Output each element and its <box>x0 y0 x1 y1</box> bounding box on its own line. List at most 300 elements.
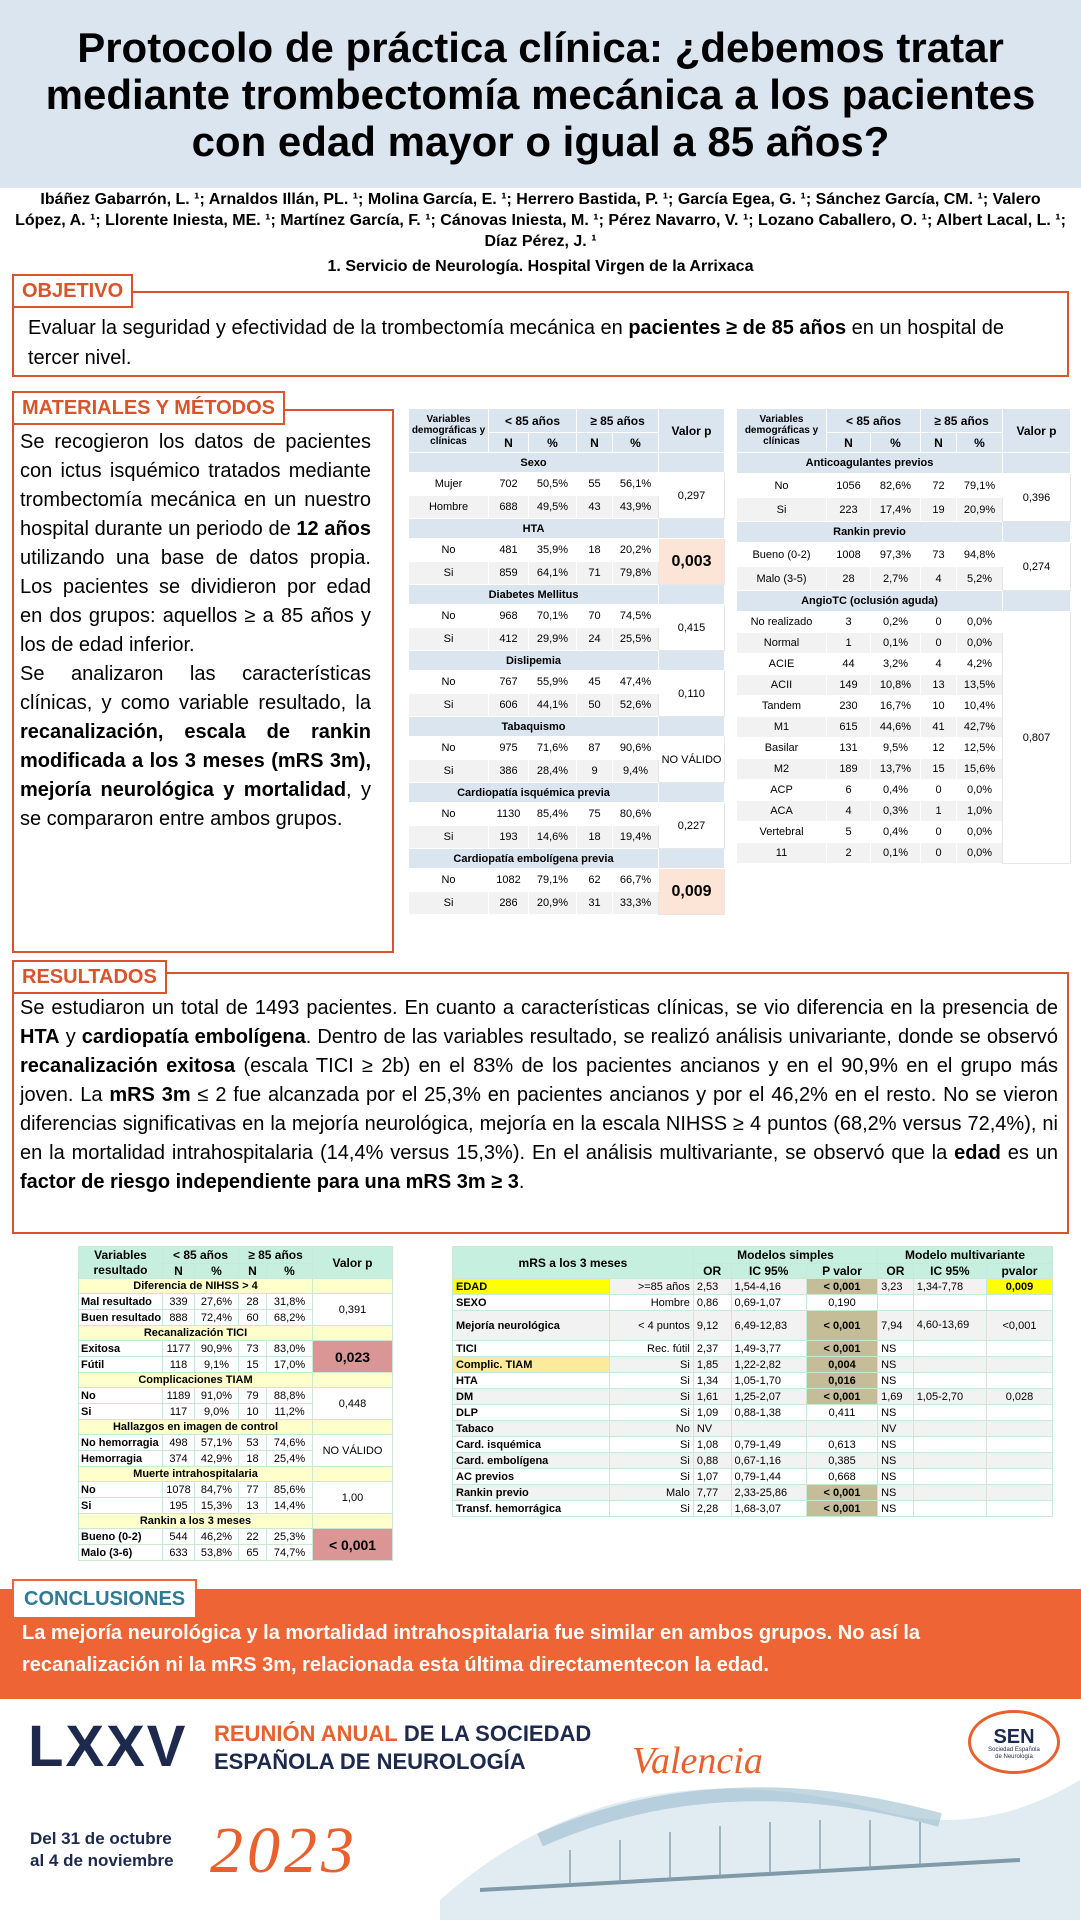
cell-value: 498 <box>163 1435 195 1451</box>
demographics-table-1 <box>408 408 725 915</box>
row-label: No <box>409 803 489 826</box>
model-value <box>913 1421 986 1437</box>
cell-value: 73 <box>921 543 957 567</box>
cell-value: 79,1% <box>957 474 1003 498</box>
cell-value: 28,4% <box>529 760 577 783</box>
row-label: M1 <box>737 717 827 738</box>
col-pct: % <box>957 433 1003 453</box>
cell-value: 72 <box>921 474 957 498</box>
cell-value: 35,9% <box>529 539 577 562</box>
row-label: Bueno (0-2) <box>79 1529 163 1545</box>
model-value <box>731 1421 806 1437</box>
cell-value: 12 <box>921 738 957 759</box>
cell-value: 223 <box>827 498 871 522</box>
col-pct: % <box>529 433 577 453</box>
row-label: No <box>737 474 827 498</box>
cell-value: 286 <box>489 892 529 915</box>
model-value <box>913 1295 986 1311</box>
cell-value: 1082 <box>489 869 529 892</box>
conclusiones-heading: CONCLUSIONES <box>12 1579 197 1619</box>
outcomes-table <box>78 1246 393 1561</box>
cell-value: 14,4% <box>267 1498 313 1514</box>
table-row <box>79 1294 393 1310</box>
table-category-row <box>409 651 725 671</box>
cell-value: 1 <box>921 801 957 822</box>
table-row <box>79 1341 393 1357</box>
model-value <box>913 1405 986 1421</box>
authors: Ibáñez Gabarrón, L. ¹; Arnaldos Illán, PL. ¹; Molina García, E. ¹; Herrero Bastida, P. ¹; García Egea, G. ¹; Sánchez García, CM. ¹; Valero López, A. ¹; Llorente Iniesta, ME. ¹; Martínez García, F. ¹; Cánovas Iniesta, M. ¹; Pérez Navarro, V. ¹; Lozano Caballero, O. ¹; Albert Lacal, L. ¹; Díaz Pérez, J. ¹ <box>15 191 1066 250</box>
table-category-row <box>737 522 1071 543</box>
cell-value: 5,2% <box>957 567 1003 591</box>
p-value: 0,391 <box>313 1294 393 1326</box>
model-value <box>913 1357 986 1373</box>
col-pvalor: P valor <box>806 1264 877 1279</box>
cell-value: 702 <box>489 473 529 496</box>
model-value: 0,668 <box>806 1469 877 1485</box>
cell-value: 481 <box>489 539 529 562</box>
cell-value: 79 <box>239 1388 267 1404</box>
model-value: 1,54-4,16 <box>731 1279 806 1295</box>
model-value: 0,028 <box>986 1389 1052 1405</box>
cell-value: 55,9% <box>529 671 577 694</box>
category-label: Rankin previo <box>737 522 1003 543</box>
col-n: N <box>163 1264 195 1279</box>
resultados-text: Se estudiaron un total de 1493 pacientes. En cuanto a características clínicas, se vio diferencia en la presencia de HTA y cardiopatía embolígena. Dentro de las variables resultado, se realizó análisis univariante, donde se observó recanalización exitosa (escala TICI ≥ 2b) en el 83% de los pacientes ancianos y en el 90,9% en el grupo más joven. La mRS 3m ≤ 2 fue alcanzada por el 25,3% en pacientes ancianos y por el 46,2% en el resto. No se vieron diferencias significativas en la mejoría neurológica, mejoría en la escala NIHSS ≥ 4 puntos (68,2% versus 72,4%), ni en la mortalidad intrahospitalaria (14,4% versus 15,3%). En el análisis multivariante, se observó que la edad es un factor de riesgo independiente para una mRS 3m ≥ 3. <box>20 997 1059 1193</box>
cell-value: 66,7% <box>613 869 659 892</box>
mrs-table-title: mRS a los 3 meses <box>453 1247 694 1279</box>
cell-value: 10,4% <box>957 696 1003 717</box>
cell-value: 6 <box>827 780 871 801</box>
model-value: 1,25-2,07 <box>731 1389 806 1405</box>
model-value <box>913 1501 986 1517</box>
cell-value: 88,8% <box>267 1388 313 1404</box>
model-value: 1,34 <box>693 1373 731 1389</box>
model-value: 0,385 <box>806 1453 877 1469</box>
model-value: 1,07 <box>693 1469 731 1485</box>
cell-value: 85,4% <box>529 803 577 826</box>
model-value: NV <box>878 1421 914 1437</box>
row-label: M2 <box>737 759 827 780</box>
model-value: Si <box>610 1501 694 1517</box>
category-label: Diabetes Mellitus <box>409 585 659 605</box>
category-label: Diferencia de NIHSS > 4 <box>79 1279 313 1294</box>
cell-value: 97,3% <box>871 543 921 567</box>
model-value: 1,05-2,70 <box>913 1389 986 1405</box>
cell-value: 0 <box>921 612 957 633</box>
row-label: ACA <box>737 801 827 822</box>
col-variables: Variables demográficas y clínicas <box>409 409 489 453</box>
category-label: Complicaciones TIAM <box>79 1373 313 1388</box>
p-value: 0,227 <box>659 803 725 849</box>
category-spacer <box>313 1373 393 1388</box>
model-value: 0,86 <box>693 1295 731 1311</box>
col-modelo-multivariante: Modelo multivariante <box>878 1247 1053 1264</box>
category-label: Dislipemia <box>409 651 659 671</box>
table-category-row <box>409 717 725 737</box>
cell-value: 339 <box>163 1294 195 1310</box>
factor-label: HTA <box>453 1373 610 1389</box>
cell-value: 4 <box>921 567 957 591</box>
cell-value: 25,5% <box>613 628 659 651</box>
cell-value: 15 <box>239 1357 267 1373</box>
cell-value: 1078 <box>163 1482 195 1498</box>
row-label: Tandem <box>737 696 827 717</box>
col-pct: % <box>871 433 921 453</box>
cell-value: 0 <box>921 633 957 654</box>
cell-value: 4 <box>827 801 871 822</box>
model-row <box>453 1469 1053 1485</box>
p-value: 0,448 <box>313 1388 393 1420</box>
cell-value: 15,6% <box>957 759 1003 780</box>
model-row <box>453 1437 1053 1453</box>
table-category-row <box>409 585 725 605</box>
cell-value: 1130 <box>489 803 529 826</box>
row-label: Mujer <box>409 473 489 496</box>
model-value: 0,004 <box>806 1357 877 1373</box>
cell-value: 94,8% <box>957 543 1003 567</box>
cell-value: 80,6% <box>613 803 659 826</box>
factor-label: AC previos <box>453 1469 610 1485</box>
col-ge85: ≥ 85 años <box>921 409 1003 433</box>
model-value: NS <box>878 1469 914 1485</box>
cell-value: 70 <box>577 605 613 628</box>
col-n: N <box>827 433 871 453</box>
p-value: < 0,001 <box>313 1529 393 1561</box>
model-value <box>986 1341 1052 1357</box>
cell-value: 68,2% <box>267 1310 313 1326</box>
cell-value: 46,2% <box>195 1529 239 1545</box>
cell-value: 975 <box>489 737 529 760</box>
category-spacer <box>659 453 725 473</box>
category-spacer <box>313 1514 393 1529</box>
row-label: Malo (3-5) <box>737 567 827 591</box>
col-modelos-simples: Modelos simples <box>693 1247 877 1264</box>
row-label: Si <box>409 826 489 849</box>
cell-value: 77 <box>239 1482 267 1498</box>
factor-label: Transf. hemorrágica <box>453 1501 610 1517</box>
row-label: No hemorragia <box>79 1435 163 1451</box>
cell-value: 44,6% <box>871 717 921 738</box>
cell-value: 83,0% <box>267 1341 313 1357</box>
col-n: N <box>577 433 613 453</box>
model-value: 0,411 <box>806 1405 877 1421</box>
cell-value: 767 <box>489 671 529 694</box>
cell-value: 12,5% <box>957 738 1003 759</box>
cell-value: 2,7% <box>871 567 921 591</box>
factor-label: DLP <box>453 1405 610 1421</box>
model-value: < 0,001 <box>806 1485 877 1501</box>
col-variables: Variables demográficas y clínicas <box>737 409 827 453</box>
cell-value: 44,1% <box>529 694 577 717</box>
category-spacer <box>313 1279 393 1294</box>
model-value: 7,94 <box>878 1311 914 1341</box>
table-category-row <box>79 1467 393 1482</box>
factor-label: Complic. TIAM <box>453 1357 610 1373</box>
cell-value: 0,0% <box>957 633 1003 654</box>
cell-value: 118 <box>163 1357 195 1373</box>
model-value: 2,53 <box>693 1279 731 1295</box>
cell-value: 0 <box>921 822 957 843</box>
category-spacer <box>313 1326 393 1341</box>
cell-value: 1189 <box>163 1388 195 1404</box>
cell-value: 17,4% <box>871 498 921 522</box>
model-row <box>453 1373 1053 1389</box>
table-row <box>79 1388 393 1404</box>
cell-value: 82,6% <box>871 474 921 498</box>
table-category-row <box>737 453 1071 474</box>
conclusiones-text: La mejoría neurológica y la mortalidad intrahospitalaria fue similar en ambos grupos. No así la recanalización ni la mRS 3m, relacionada esta última directamentecon la edad. <box>22 1622 921 1676</box>
row-label: No <box>79 1482 163 1498</box>
row-label: No <box>79 1388 163 1404</box>
row-label: No <box>409 869 489 892</box>
congress-name: REUNIÓN ANUAL DE LA SOCIEDAD ESPAÑOLA DE NEUROLOGÍA <box>214 1721 592 1774</box>
cell-value: 1,0% <box>957 801 1003 822</box>
col-lt85: < 85 años <box>489 409 577 433</box>
model-value <box>986 1437 1052 1453</box>
p-value: 0,297 <box>659 473 725 519</box>
model-value: 0,88 <box>693 1453 731 1469</box>
cell-value: 79,8% <box>613 562 659 585</box>
category-label: Anticoagulantes previos <box>737 453 1003 474</box>
model-value: 0,67-1,16 <box>731 1453 806 1469</box>
cell-value: 0,4% <box>871 780 921 801</box>
cell-value: 3 <box>827 612 871 633</box>
cell-value: 18 <box>577 539 613 562</box>
table-category-row <box>409 519 725 539</box>
cell-value: 42,7% <box>957 717 1003 738</box>
cell-value: 688 <box>489 496 529 519</box>
cell-value: 18 <box>577 826 613 849</box>
poster-title: Protocolo de práctica clínica: ¿debemos tratar mediante trombectomía mecánica a los pacientes con edad mayor o igual a 85 años? <box>45 24 1036 166</box>
cell-value: 47,4% <box>613 671 659 694</box>
model-value: 0,69-1,07 <box>731 1295 806 1311</box>
model-row <box>453 1421 1053 1437</box>
row-label: Vertebral <box>737 822 827 843</box>
model-value: NS <box>878 1501 914 1517</box>
cell-value: 10 <box>921 696 957 717</box>
row-label: Si <box>79 1404 163 1420</box>
model-value: NS <box>878 1373 914 1389</box>
model-value: NS <box>878 1405 914 1421</box>
row-label: No <box>409 737 489 760</box>
cell-value: 28 <box>239 1294 267 1310</box>
category-spacer <box>1003 591 1071 612</box>
cell-value: 27,6% <box>195 1294 239 1310</box>
table-row <box>737 474 1071 498</box>
row-label: Mal resultado <box>79 1294 163 1310</box>
objetivo-text: Evaluar la seguridad y efectividad de la trombectomía mecánica en pacientes ≥ de 85 años en un hospital de tercer nivel. <box>28 317 1004 369</box>
factor-label: Card. embolígena <box>453 1453 610 1469</box>
model-value: < 0,001 <box>806 1501 877 1517</box>
cell-value: 74,5% <box>613 605 659 628</box>
table-category-row <box>79 1326 393 1341</box>
model-value <box>986 1373 1052 1389</box>
model-value: NS <box>878 1437 914 1453</box>
row-label: 11 <box>737 843 827 864</box>
cell-value: 13,7% <box>871 759 921 780</box>
model-value: NS <box>878 1357 914 1373</box>
model-value <box>986 1405 1052 1421</box>
cell-value: 43,9% <box>613 496 659 519</box>
p-value: 0,396 <box>1003 474 1071 522</box>
p-value: 1,00 <box>313 1482 393 1514</box>
cell-value: 19 <box>921 498 957 522</box>
cell-value: 74,6% <box>267 1435 313 1451</box>
model-value: 1,22-2,82 <box>731 1357 806 1373</box>
col-pvalue: Valor p <box>659 409 725 453</box>
cell-value: 74,7% <box>267 1545 313 1561</box>
col-pct: % <box>267 1264 313 1279</box>
model-value <box>913 1485 986 1501</box>
row-label: Si <box>79 1498 163 1514</box>
model-value: 2,37 <box>693 1341 731 1357</box>
row-label: Si <box>737 498 827 522</box>
col-pvalor: pvalor <box>986 1264 1052 1279</box>
cell-value: 84,7% <box>195 1482 239 1498</box>
col-pct: % <box>613 433 659 453</box>
model-row <box>453 1357 1053 1373</box>
model-value: 1,05-1,70 <box>731 1373 806 1389</box>
cell-value: 5 <box>827 822 871 843</box>
mrs-model-table <box>452 1246 1053 1517</box>
model-value: 7,77 <box>693 1485 731 1501</box>
table-category-row <box>79 1373 393 1388</box>
model-value: 4,60-13,69 <box>913 1311 986 1341</box>
category-label: Tabaquismo <box>409 717 659 737</box>
model-value: < 0,001 <box>806 1311 877 1341</box>
cell-value: 386 <box>489 760 529 783</box>
model-value <box>913 1453 986 1469</box>
model-value: < 4 puntos <box>610 1311 694 1341</box>
row-label: Si <box>409 892 489 915</box>
cell-value: 50,5% <box>529 473 577 496</box>
table-category-row <box>79 1420 393 1435</box>
model-value: 2,33-25,86 <box>731 1485 806 1501</box>
model-value: 1,85 <box>693 1357 731 1373</box>
model-value: 6,49-12,83 <box>731 1311 806 1341</box>
col-ge85: ≥ 85 años <box>577 409 659 433</box>
model-value: Si <box>610 1437 694 1453</box>
model-value: 9,12 <box>693 1311 731 1341</box>
cell-value: 0,2% <box>871 612 921 633</box>
category-spacer <box>1003 453 1071 474</box>
cell-value: 45 <box>577 671 613 694</box>
table-row <box>409 803 725 826</box>
cell-value: 41 <box>921 717 957 738</box>
cell-value: 131 <box>827 738 871 759</box>
cell-value: 49,5% <box>529 496 577 519</box>
model-value: 1,09 <box>693 1405 731 1421</box>
category-spacer <box>659 849 725 869</box>
cell-value: 0 <box>921 780 957 801</box>
cell-value: 9,1% <box>195 1357 239 1373</box>
sen-logo: SEN Sociedad Española de Neurología <box>968 1710 1060 1774</box>
cell-value: 20,9% <box>529 892 577 915</box>
model-value: 1,68-3,07 <box>731 1501 806 1517</box>
model-value: Si <box>610 1389 694 1405</box>
model-value: Si <box>610 1405 694 1421</box>
category-label: Sexo <box>409 453 659 473</box>
cell-value: 85,6% <box>267 1482 313 1498</box>
table-category-row <box>79 1279 393 1294</box>
model-value <box>986 1357 1052 1373</box>
cell-value: 1177 <box>163 1341 195 1357</box>
cell-value: 0,0% <box>957 612 1003 633</box>
table-category-row <box>409 849 725 869</box>
model-value: Si <box>610 1453 694 1469</box>
cell-value: 9,5% <box>871 738 921 759</box>
cell-value: 193 <box>489 826 529 849</box>
p-value: 0,274 <box>1003 543 1071 591</box>
table-row <box>409 605 725 628</box>
factor-label: TICI <box>453 1341 610 1357</box>
model-value: <0,001 <box>986 1311 1052 1341</box>
model-row <box>453 1311 1053 1341</box>
model-value: < 0,001 <box>806 1279 877 1295</box>
cell-value: 189 <box>827 759 871 780</box>
cell-value: 33,3% <box>613 892 659 915</box>
cell-value: 90,9% <box>195 1341 239 1357</box>
model-row <box>453 1501 1053 1517</box>
cell-value: 4,2% <box>957 654 1003 675</box>
cell-value: 1056 <box>827 474 871 498</box>
model-value: NS <box>878 1341 914 1357</box>
cell-value: 14,6% <box>529 826 577 849</box>
col-lt85: < 85 años <box>163 1247 239 1264</box>
cell-value: 0,0% <box>957 822 1003 843</box>
model-row <box>453 1295 1053 1311</box>
cell-value: 64,1% <box>529 562 577 585</box>
cell-value: 44 <box>827 654 871 675</box>
row-label: No <box>409 605 489 628</box>
factor-label: Rankin previo <box>453 1485 610 1501</box>
cell-value: 13 <box>921 675 957 696</box>
row-label: No <box>409 671 489 694</box>
factor-label: SEXO <box>453 1295 610 1311</box>
category-label: Rankin a los 3 meses <box>79 1514 313 1529</box>
cell-value: 230 <box>827 696 871 717</box>
cell-value: 25,4% <box>267 1451 313 1467</box>
col-pvalue: Valor p <box>313 1247 393 1279</box>
model-value: >=85 años <box>610 1279 694 1295</box>
model-value <box>806 1421 877 1437</box>
category-label: Hallazgos en imagen de control <box>79 1420 313 1435</box>
cell-value: 9,0% <box>195 1404 239 1420</box>
cell-value: 56,1% <box>613 473 659 496</box>
row-label: Si <box>409 562 489 585</box>
col-ic95: IC 95% <box>731 1264 806 1279</box>
table-row <box>737 612 1071 633</box>
cell-value: 71,6% <box>529 737 577 760</box>
factor-label: Card. isquémica <box>453 1437 610 1453</box>
p-value: 0,009 <box>659 869 725 915</box>
cell-value: 0,1% <box>871 843 921 864</box>
model-value <box>986 1501 1052 1517</box>
table-row <box>79 1482 393 1498</box>
category-label: HTA <box>409 519 659 539</box>
col-pvalue: Valor p <box>1003 409 1071 453</box>
model-value <box>878 1295 914 1311</box>
congress-number: LXXV <box>28 1714 188 1779</box>
model-value <box>913 1469 986 1485</box>
model-value: 3,23 <box>878 1279 914 1295</box>
category-label: Muerte intrahospitalaria <box>79 1467 313 1482</box>
model-row <box>453 1453 1053 1469</box>
model-value: No <box>610 1421 694 1437</box>
model-value: Malo <box>610 1485 694 1501</box>
factor-label: EDAD <box>453 1279 610 1295</box>
factor-label: Mejoría neurológica <box>453 1311 610 1341</box>
